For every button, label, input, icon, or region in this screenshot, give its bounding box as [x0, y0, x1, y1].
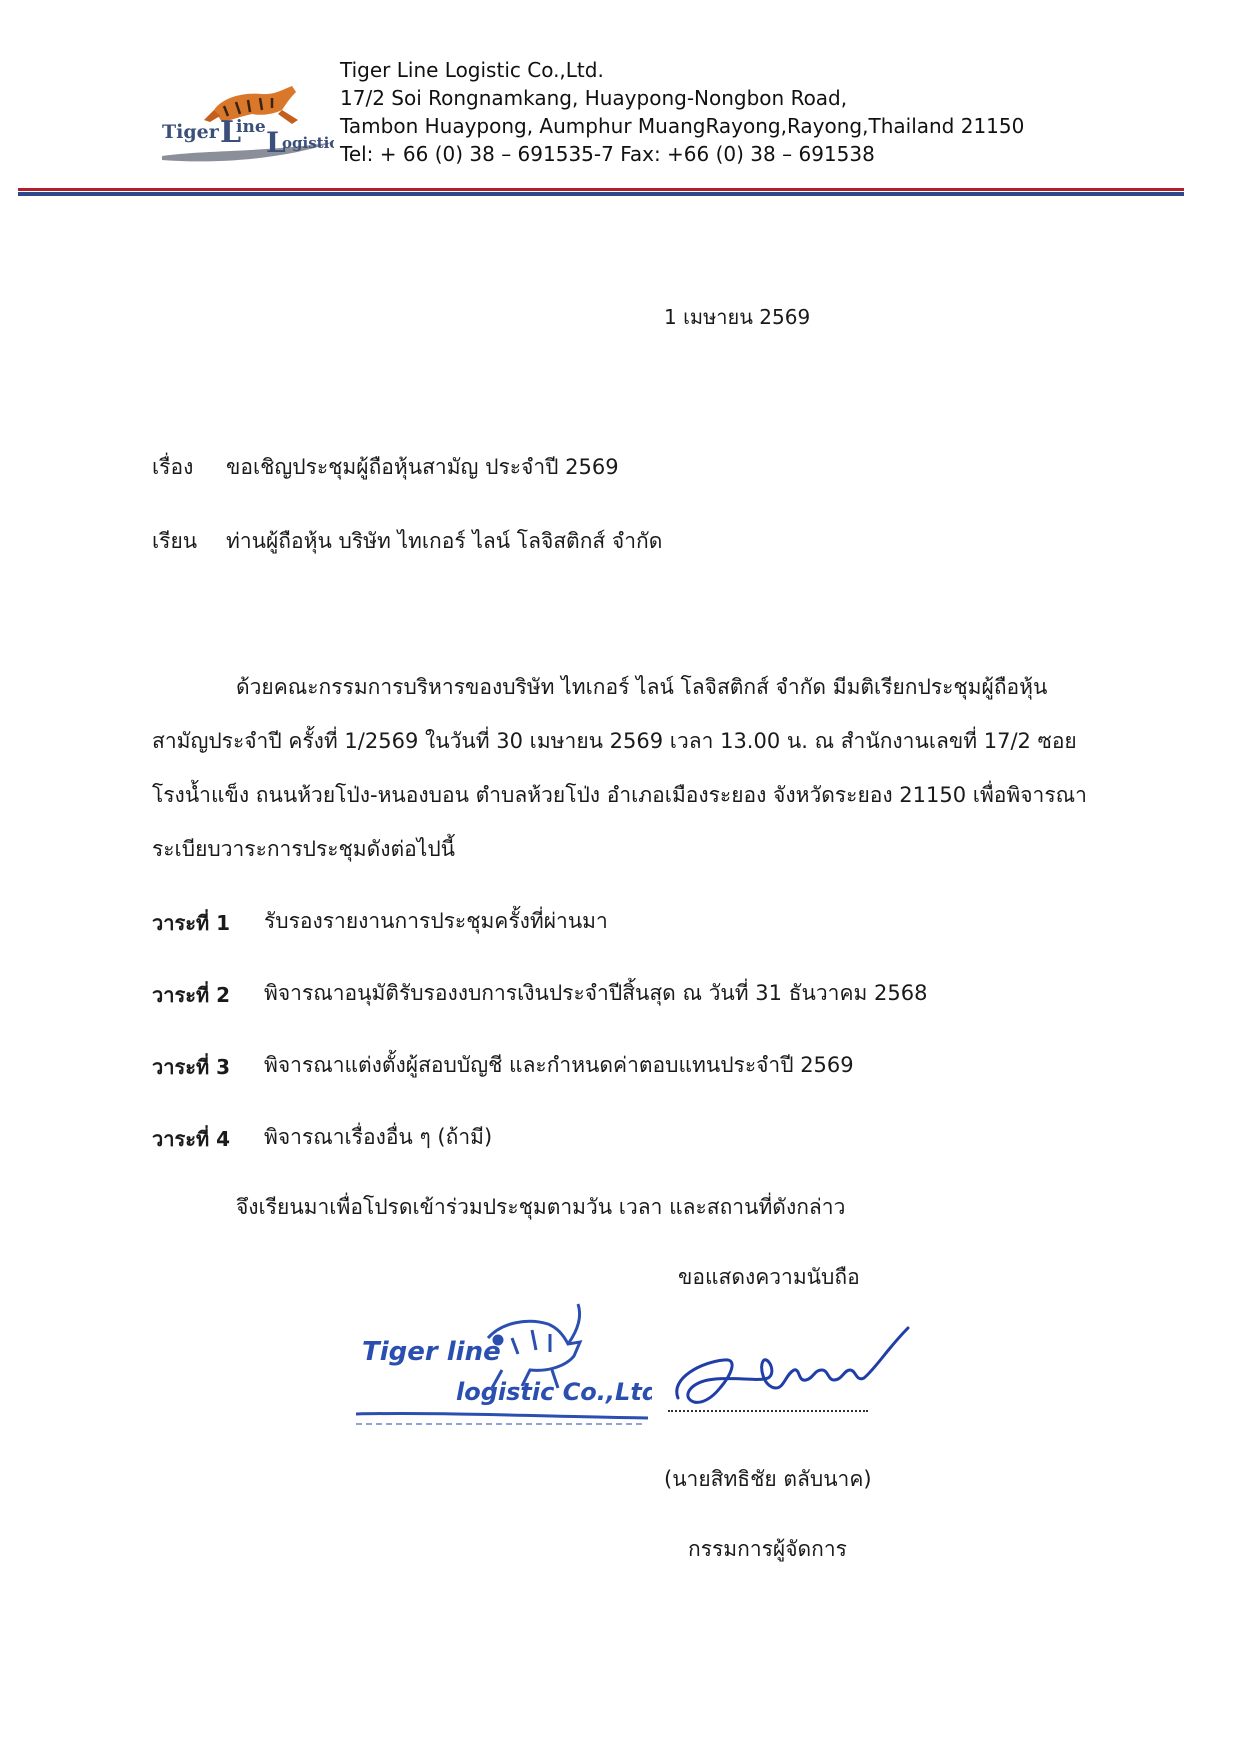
body-line: ด้วยคณะกรรมการบริหารของบริษัท ไทเกอร์ ไลน์ โลจิสติกส์ จำกัด มีมติเรียกประชุมผู้ถือหุ้น — [236, 675, 1048, 699]
agenda-text-4: พิจารณาเรื่องอื่น ๆ (ถ้ามี) — [264, 1125, 493, 1149]
svg-text:ine: ine — [236, 117, 266, 137]
subject-text: ขอเชิญประชุมผู้ถือหุ้นสามัญ ประจำปี 2569 — [226, 455, 619, 479]
company-name: Tiger Line Logistic Co.,Ltd. — [340, 58, 604, 82]
svg-text:L: L — [266, 126, 286, 159]
agenda-text-1: รับรองรายงานการประชุมครั้งที่ผ่านมา — [264, 909, 608, 933]
letterhead-rule-red — [18, 188, 1184, 191]
signer-name: (นายสิทธิชัย ตลับนาค) — [664, 1467, 872, 1491]
company-logo — [162, 80, 334, 166]
body-line: ระเบียบวาระการประชุมดังต่อไปนี้ — [152, 837, 456, 861]
stamp-tiger-icon — [488, 1304, 580, 1388]
svg-text:L: L — [220, 115, 242, 150]
body-paragraph — [152, 660, 1092, 876]
agenda-label-2: วาระที่ 2 — [152, 983, 231, 1007]
regards-text: ขอแสดงความนับถือ — [678, 1265, 860, 1289]
recipient-label: เรียน — [152, 529, 198, 553]
svg-text:ogistic: ogistic — [282, 134, 334, 152]
agenda-text-2: พิจารณาอนุมัติรับรองงบการเงินประจำปีสิ้นสุด ณ วันที่ 31 ธันวาคม 2568 — [264, 981, 928, 1005]
body-line: โรงน้ำแข็ง ถนนห้วยโป่ง-หนองบอน ตำบลห้วยโป่ง อำเภอเมืองระยอง จังหวัดระยอง 21150 เพื่อพิจารณา — [152, 783, 1087, 807]
agenda-label-3: วาระที่ 3 — [152, 1055, 231, 1079]
signature — [672, 1318, 912, 1418]
closing-text: จึงเรียนมาเพื่อโปรดเข้าร่วมประชุมตามวัน เวลา และสถานที่ดังกล่าว — [236, 1195, 846, 1219]
company-address-line-2: Tambon Huaypong, Aumphur MuangRayong,Rayong,Thailand 21150 — [340, 114, 1025, 138]
agenda-text-3: พิจารณาแต่งตั้งผู้สอบบัญชี และกำหนดค่าตอบแทนประจำปี 2569 — [264, 1053, 854, 1077]
svg-text:Tiger line: Tiger line — [362, 1337, 501, 1367]
company-contact: Tel: + 66 (0) 38 – 691535-7 Fax: +66 (0) 38 – 691538 — [340, 142, 875, 166]
agenda-label-4: วาระที่ 4 — [152, 1127, 231, 1151]
subject-label: เรื่อง — [152, 455, 194, 479]
recipient-text: ท่านผู้ถือหุ้น บริษัท ไทเกอร์ ไลน์ โลจิสติกส์ จำกัด — [226, 529, 663, 553]
agenda-label-1: วาระที่ 1 — [152, 911, 231, 935]
signer-title: กรรมการผู้จัดการ — [688, 1537, 847, 1561]
svg-text:logistic Co.,Ltd.: logistic Co.,Ltd. — [456, 1378, 652, 1406]
letterhead-rule-blue — [18, 192, 1184, 196]
company-address-line-1: 17/2 Soi Rongnamkang, Huaypong-Nongbon Road, — [340, 86, 848, 110]
company-stamp — [352, 1300, 652, 1440]
signature-line — [668, 1410, 868, 1412]
letter-date: 1 เมษายน 2569 — [664, 305, 811, 329]
body-line: สามัญประจำปี ครั้งที่ 1/2569 ในวันที่ 30 เมษายน 2569 เวลา 13.00 น. ณ สำนักงานเลขที่ 17/2 ซอย — [152, 729, 1077, 753]
svg-text:Tiger: Tiger — [162, 121, 219, 143]
